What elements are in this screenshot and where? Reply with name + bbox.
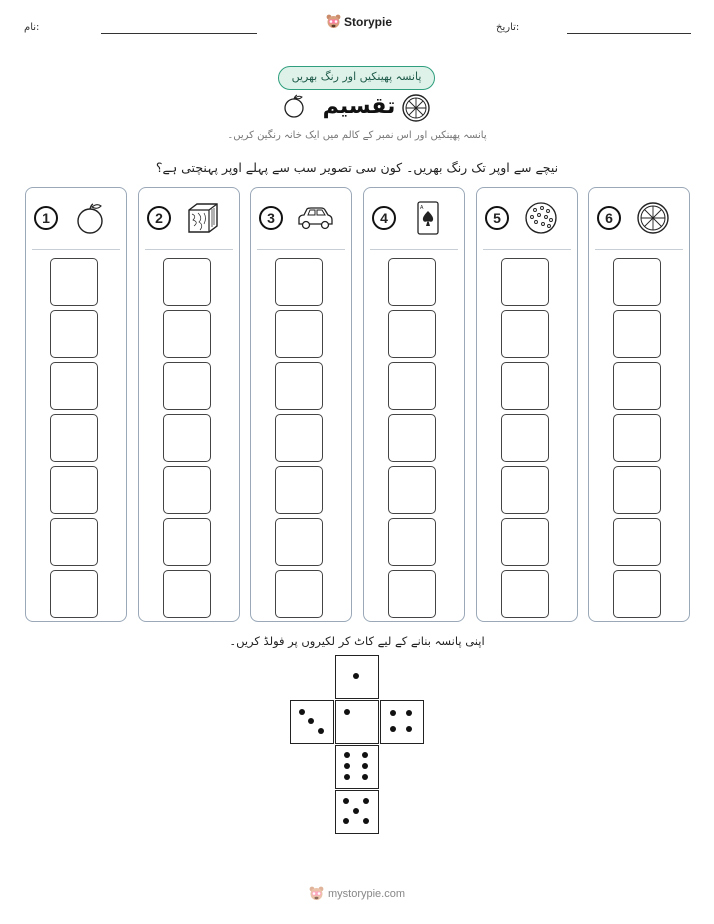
activity-pill: پانسہ پھینکیں اور رنگ بھریں [278,66,435,90]
color-cell[interactable] [50,570,98,618]
column-number: 2 [147,206,171,230]
color-cell[interactable] [388,310,436,358]
instruction-text: نیچے سے اوپر تک رنگ بھریں۔ کون سی تصویر سب سے پہلے اوپر پہنچتی ہے؟ [155,160,559,175]
citrus-slice-icon [401,93,431,123]
die-face-4 [380,700,424,744]
name-label: نام: [24,22,40,33]
color-cell[interactable] [163,414,211,462]
column-divider [595,249,683,250]
color-cell[interactable] [501,518,549,566]
color-cell[interactable] [613,362,661,410]
color-cell[interactable] [163,258,211,306]
color-cell[interactable] [275,258,323,306]
color-cell[interactable] [275,310,323,358]
color-cell[interactable] [50,310,98,358]
die-net[interactable] [290,655,425,835]
column-5 [476,187,578,622]
page-title: تقسیم [322,94,396,119]
column-number: 4 [372,206,396,230]
column-3 [250,187,352,622]
color-cell[interactable] [613,570,661,618]
column-number: 6 [597,206,621,230]
footer [309,886,405,902]
color-cell[interactable] [501,258,549,306]
orange-icon [72,200,108,236]
orange-icon [283,94,305,118]
color-cell[interactable] [50,466,98,514]
color-cell[interactable] [388,518,436,566]
color-cell[interactable] [275,570,323,618]
column-1 [25,187,127,622]
color-cell[interactable] [388,414,436,462]
color-cell[interactable] [613,310,661,358]
color-cell[interactable] [50,414,98,462]
color-cell[interactable] [163,518,211,566]
color-cell[interactable] [275,466,323,514]
car-icon [295,200,335,236]
spade-card-icon [410,200,446,236]
page-subtitle: پانسہ پھینکیں اور اس نمبر کے کالم میں ایک خانہ رنگین کریں۔ [227,130,487,141]
bear-logo-icon [309,886,324,902]
bear-logo-icon [326,14,341,30]
die-face-5 [335,790,379,834]
color-cell[interactable] [275,362,323,410]
citrus-slice-icon [635,200,671,236]
color-cell[interactable] [501,310,549,358]
color-cell[interactable] [275,518,323,566]
color-cell[interactable] [613,258,661,306]
color-cell[interactable] [388,466,436,514]
wooden-crate-icon [185,200,221,236]
color-cell[interactable] [163,310,211,358]
column-divider [32,249,120,250]
color-cell[interactable] [388,258,436,306]
column-number: 5 [485,206,509,230]
cookie-icon [523,200,559,236]
column-divider [145,249,233,250]
color-cell[interactable] [50,362,98,410]
footer-url[interactable]: mystorypie.com [328,888,406,900]
column-divider [483,249,571,250]
brand-name: Storypie [344,15,393,29]
die-face-1 [335,700,379,744]
column-divider [370,249,458,250]
color-cell[interactable] [388,570,436,618]
color-cell[interactable] [501,362,549,410]
color-cell[interactable] [613,518,661,566]
column-6 [588,187,690,622]
column-4 [363,187,465,622]
brand-logo [326,13,392,31]
column-number: 1 [34,206,58,230]
color-cell[interactable] [613,414,661,462]
color-cell[interactable] [501,414,549,462]
color-cell[interactable] [275,414,323,462]
color-cell[interactable] [388,362,436,410]
color-cell[interactable] [163,570,211,618]
name-line[interactable] [101,33,257,34]
column-number: 3 [259,206,283,230]
column-2 [138,187,240,622]
cutout-instruction: اپنی پانسہ بنانے کے لیے کاٹ کر لکیروں پر فولڈ کریں۔ [229,634,485,648]
svg-text:A: A [420,205,424,211]
color-cell[interactable] [163,362,211,410]
color-cell[interactable] [501,570,549,618]
die-face-6 [335,745,379,789]
date-line[interactable] [567,33,691,34]
die-face-3 [290,700,334,744]
color-cell[interactable] [163,466,211,514]
color-cell[interactable] [613,466,661,514]
color-cell[interactable] [50,258,98,306]
die-face-1 [335,655,379,699]
color-cell[interactable] [501,466,549,514]
color-cell[interactable] [50,518,98,566]
column-divider [257,249,345,250]
date-label: تاریخ: [496,22,520,33]
